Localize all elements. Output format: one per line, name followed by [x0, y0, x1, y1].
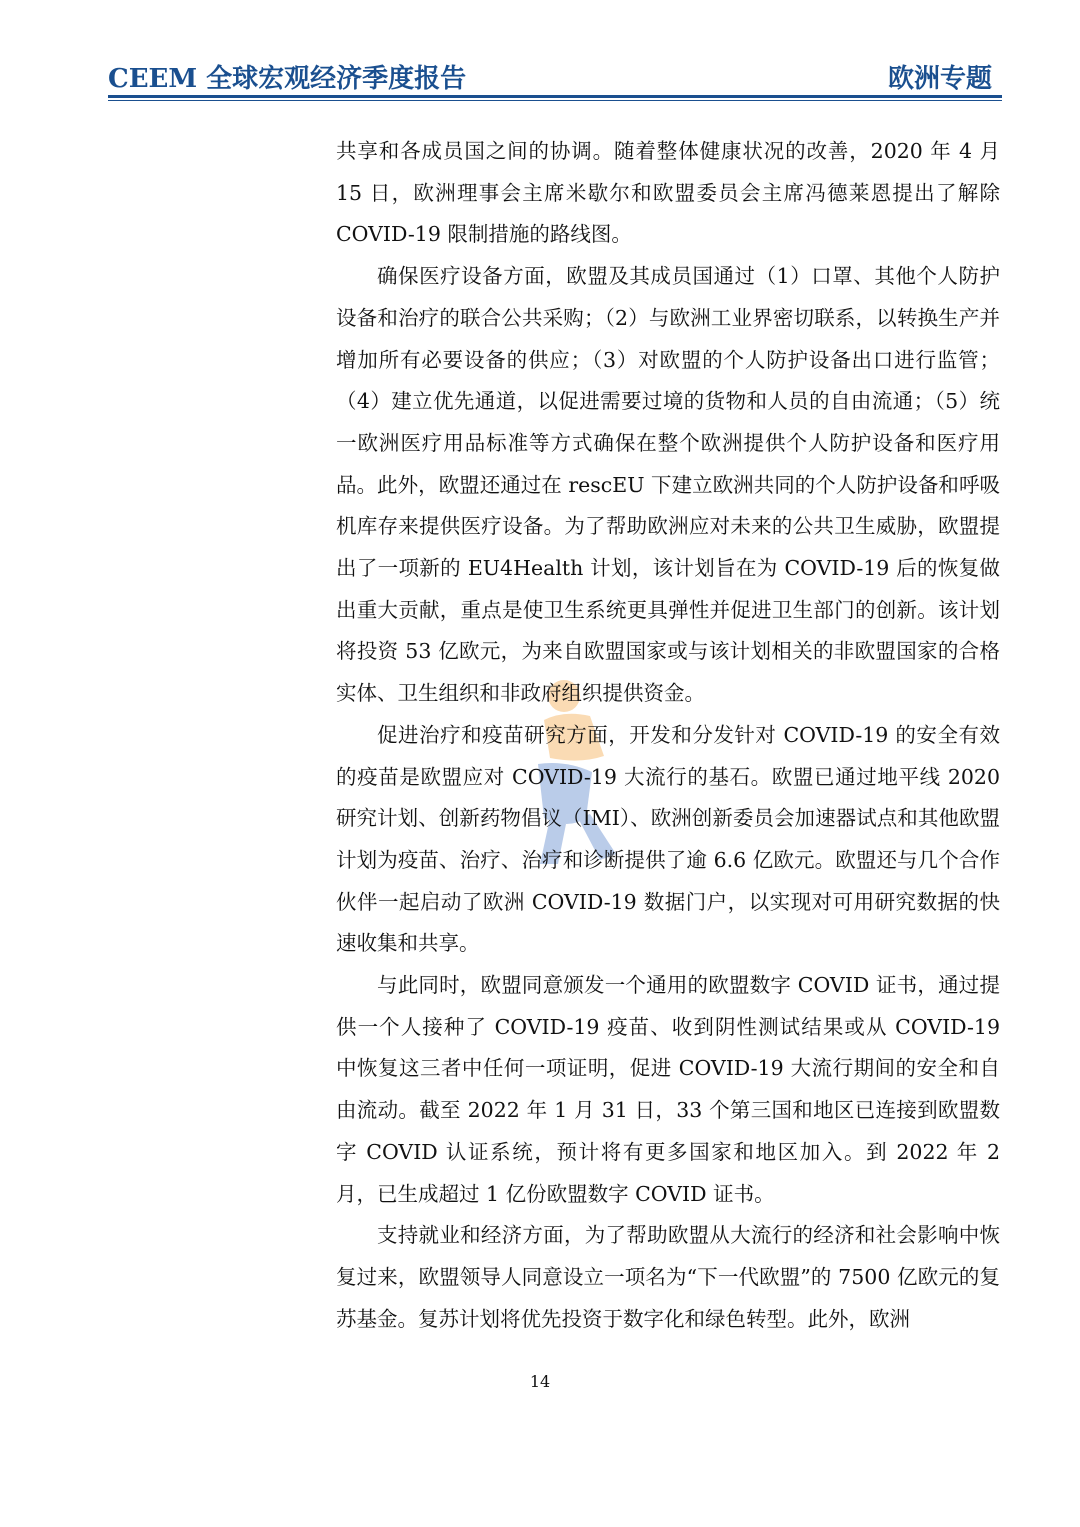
header-divider-thick [108, 95, 1002, 98]
section-topic: 欧洲专题 [887, 64, 992, 94]
body-text [336, 131, 1000, 1340]
paragraph-3: 促进治疗和疫苗研究方面，开发和分发针对 COVID-19 的安全有效的疫苗是欧盟应对 COVID-19 大流行的基石。欧盟已通过地平线 2020 研究计划、创新药物倡议（IMI）、欧洲创新委员会加速器试点和其他欧盟计划为疫苗、治疗、治疗和诊断提供了逾 6.6 亿欧元。欧盟还与几个合作伙伴一起启动了欧洲 COVID-19 数据门户，以实现对可用研究数据的快速收集和共享。 [336, 722, 1000, 956]
header-divider-thin [108, 100, 1002, 101]
page-number: 14 [529, 1372, 551, 1391]
paragraph-2: 确保医疗设备方面，欧盟及其成员国通过（1）口罩、其他个人防护设备和治疗的联合公共采购；（2）与欧洲工业界密切联系，以转换生产并增加所有必要设备的供应；（3）对欧盟的个人防护设备出口进行监管；（4）建立优先通道，以促进需要过境的货物和人员的自由流通；（5）统一欧洲医疗用品标准等方式确保在整个欧洲提供个人防护设备和医疗用品。此外，欧盟还通过在 rescEU 下建立欧洲共同的个人防护设备和呼吸机库存来提供医疗设备。为了帮助欧洲应对未来的公共卫生威胁，欧盟提出了一项新的 EU4Health 计划，该计划旨在为 COVID-19 后的恢复做出重大贡献，重点是使卫生系统更具弹性并促进卫生部门的创新。该计划将投资 53 亿欧元，为来自欧盟国家或与该计划相关的非欧盟国家的合格实体、卫生组织和非政府组织提供资金。 [336, 264, 1000, 706]
page-header [108, 58, 1002, 96]
paragraph-4: 与此同时，欧盟同意颁发一个通用的欧盟数字 COVID 证书，通过提供一个人接种了 COVID-19 疫苗、收到阴性测试结果或从 COVID-19 中恢复这三者中任何一项证明，促进 COVID-19 大流行期间的安全和自由流动。截至 2022 年 1 月 31 日，33 个第三国和地区已连接到欧盟数字 COVID 认证系统，预计将有更多国家和地区加入。到 2022 年 2 月，已生成超过 1 亿份欧盟数字 COVID 证书。 [336, 973, 1000, 1206]
report-title: CEEM 全球宏观经济季度报告 [108, 64, 467, 94]
paragraph-5: 支持就业和经济方面，为了帮助欧盟从大流行的经济和社会影响中恢复过来，欧盟领导人同意设立一项名为“下一代欧盟”的 7500 亿欧元的复苏基金。复苏计划将优先投资于数字化和绿色转型。此外，欧洲 [336, 1223, 1000, 1331]
paragraph-1: 共享和各成员国之间的协调。随着整体健康状况的改善，2020 年 4 月 15 日，欧洲理事会主席米歇尔和欧盟委员会主席冯德莱恩提出了解除 COVID-19 限制措施的路线图。 [336, 139, 1000, 247]
